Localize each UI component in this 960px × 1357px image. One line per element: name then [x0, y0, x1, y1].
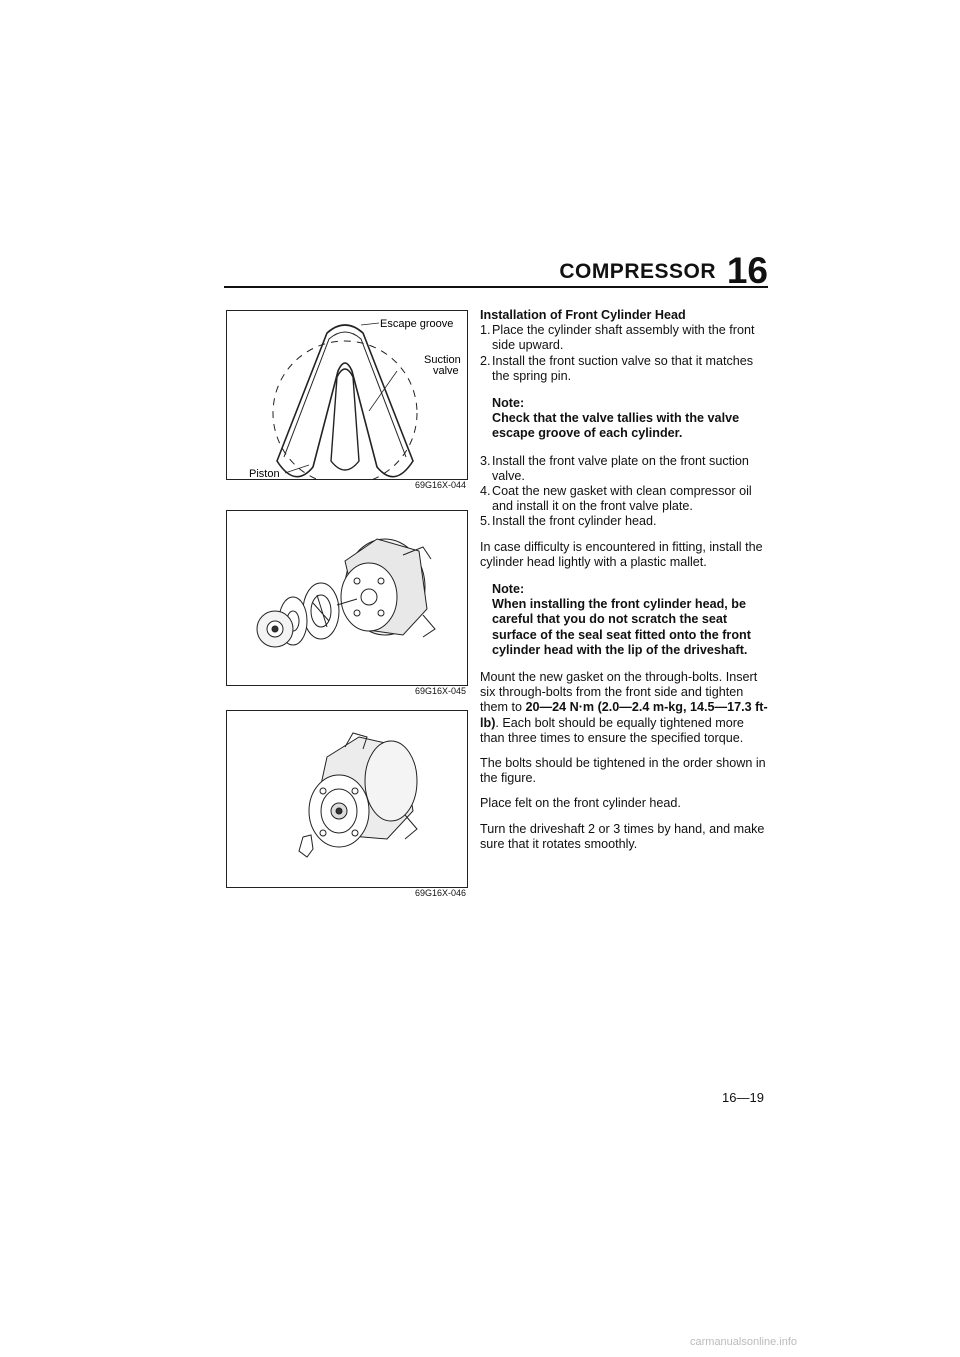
page-header — [224, 250, 768, 291]
note-seal-seat: Note: When installing the front cylinder head, be careful that you do not scratch the seat surface of the seal seat fitted onto the front cylinder head with the lip of the driveshaft. — [492, 582, 751, 657]
paragraph-torque: Mount the new gasket on the through-bolts. Insert six through-bolts from the front side and tighten them to 20—24 N·m (2.0—2.4 m-kg, 14.5—17.3 ft-lb). Each bolt should be equally tightened more than three times to ensure the specified torque. — [480, 670, 768, 745]
assembled-compressor-illustration — [227, 711, 467, 887]
steps-list-b — [480, 454, 770, 530]
figure-exploded-compressor — [226, 510, 468, 686]
list-item: 1. Place the cylinder shaft assembly with the front side upward. — [480, 323, 755, 353]
figure-code: 69G16X-045 — [414, 686, 466, 696]
paragraph: Place felt on the front cylinder head. — [480, 796, 681, 811]
figure-code: 69G16X-046 — [414, 888, 466, 898]
paragraph: In case difficulty is encountered in fitting, install the cylinder head lightly with a plastic mallet. — [480, 539, 763, 569]
paragraph: The bolts should be tightened in the order shown in the figure. — [480, 756, 766, 786]
section-heading: Installation of Front Cylinder Head — [480, 308, 686, 322]
figure-assembled-compressor — [226, 710, 468, 888]
label-valve: valve — [433, 365, 459, 377]
footer-watermark: carmanualsonline.info — [690, 1336, 798, 1348]
section-title: COMPRESSOR — [559, 260, 716, 283]
label-piston: Piston — [249, 468, 280, 479]
torque-spec: 20—24 N·m (2.0—2.4 m-kg, 14.5—17.3 ft-lb) — [480, 700, 768, 730]
exploded-compressor-illustration — [227, 511, 467, 685]
list-item: 5. Install the front cylinder head. — [480, 514, 657, 529]
list-item: 3. Install the front valve plate on the front suction valve. — [480, 453, 749, 483]
figure-escape-groove — [226, 310, 468, 480]
label-suction: Suction — [424, 354, 461, 366]
label-escape-groove: Escape groove — [380, 318, 454, 330]
page-number: 16—19 — [722, 1090, 764, 1105]
escape-groove-diagram — [227, 311, 467, 479]
header-rule — [224, 286, 768, 288]
instructions-column — [480, 308, 770, 852]
steps-list-a — [480, 323, 770, 384]
list-item: 2. Install the front suction valve so that it matches the spring pin. — [480, 353, 754, 383]
figure-code: 69G16X-044 — [414, 480, 466, 490]
chapter-number: 16 — [726, 250, 768, 291]
note-valve-escape-groove: Note: Check that the valve tallies with the valve escape groove of each cylinder. — [492, 396, 740, 441]
paragraph: Turn the driveshaft 2 or 3 times by hand, and make sure that it rotates smoothly. — [480, 821, 765, 851]
list-item: 4. Coat the new gasket with clean compressor oil and install it on the front valve plate. — [480, 484, 752, 514]
